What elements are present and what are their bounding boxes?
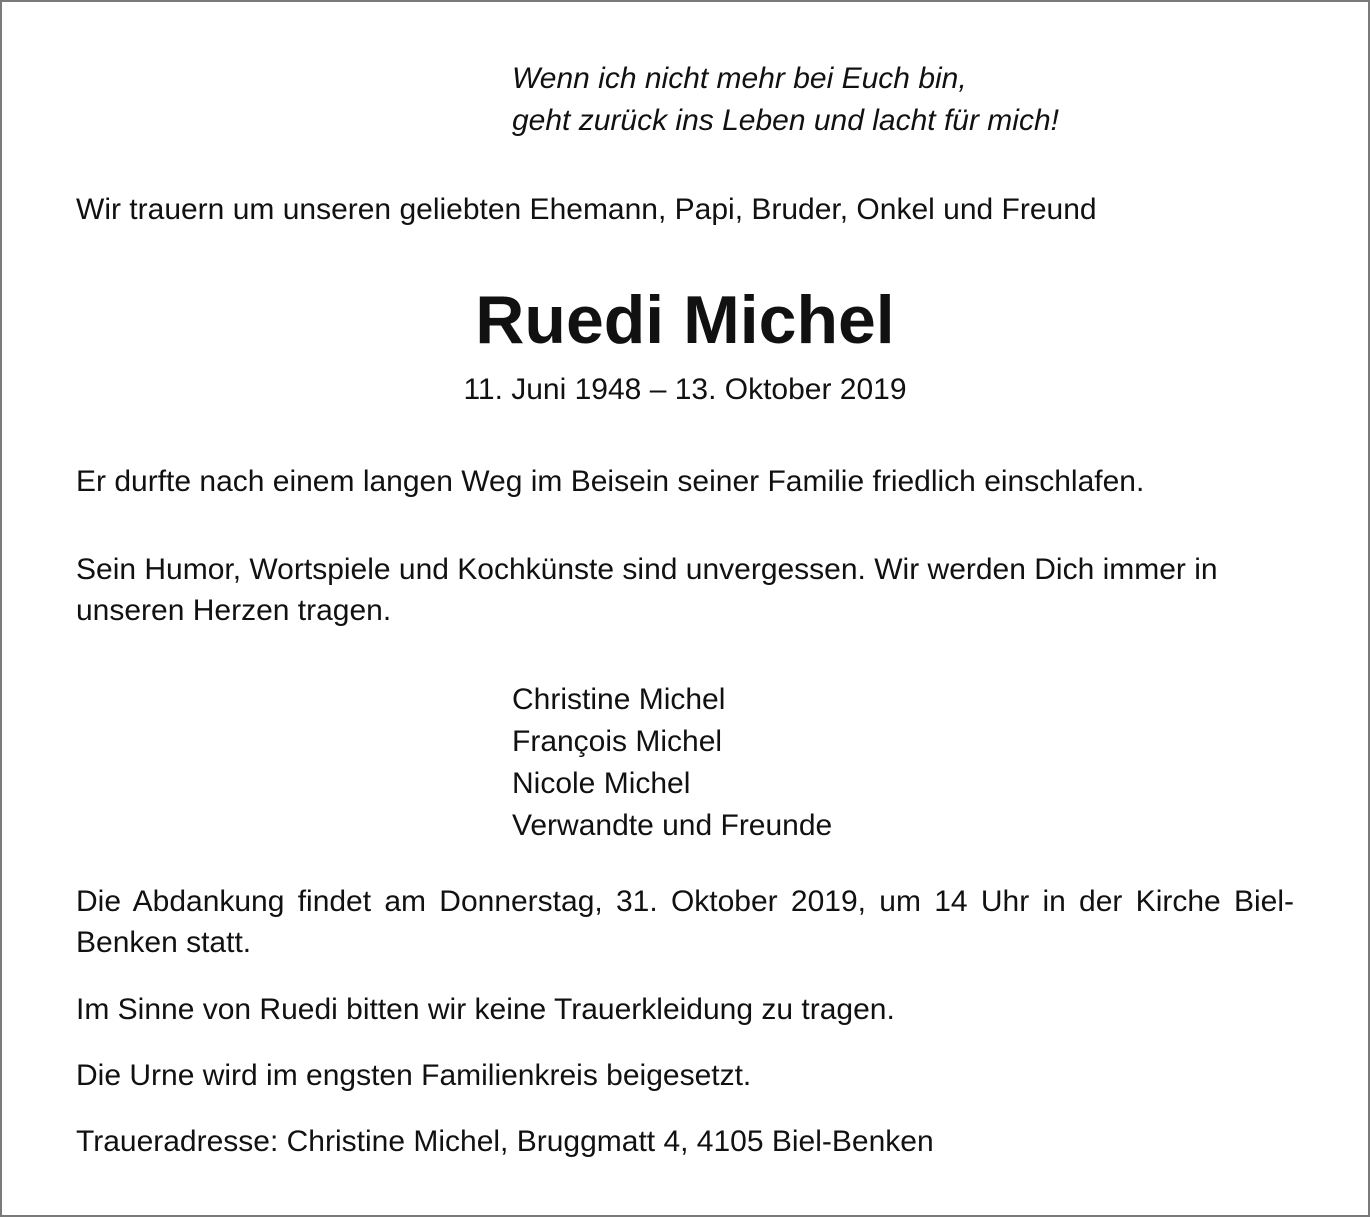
- mourner-name: Christine Michel: [512, 683, 726, 716]
- memory-paragraph: Sein Humor, Wortspiele und Kochkünste sind unvergessen. Wir werden Dich immer in unseren Herzen tragen.: [76, 553, 1218, 627]
- intro-text: Wir trauern um unseren geliebten Ehemann, Papi, Bruder, Onkel und Freund: [76, 193, 1097, 226]
- urn-notice: Die Urne wird im engsten Familienkreis beigesetzt.: [76, 1059, 752, 1092]
- deceased-name: Ruedi Michel: [475, 282, 895, 358]
- mourner-name: François Michel: [512, 725, 723, 758]
- service-notice: Die Abdankung findet am Donnerstag, 31. Oktober 2019, um 14 Uhr in der Kirche Biel-Benken statt.: [76, 885, 1294, 959]
- motto-line-1: Wenn ich nicht mehr bei Euch bin,: [512, 62, 967, 95]
- passing-paragraph: Er durfte nach einem langen Weg im Beisein seiner Familie friedlich einschlafen.: [76, 465, 1145, 498]
- motto-quote: [512, 58, 1059, 142]
- motto-line-2: geht zurück ins Leben und lacht für mich!: [512, 104, 1059, 137]
- mourning-address: Traueradresse: Christine Michel, Bruggmatt 4, 4105 Biel-Benken: [76, 1125, 934, 1158]
- clothing-notice: Im Sinne von Ruedi bitten wir keine Trauerkleidung zu tragen.: [76, 993, 895, 1026]
- mourner-name: Nicole Michel: [512, 767, 691, 800]
- mourner-name: Verwandte und Freunde: [512, 809, 833, 842]
- life-dates: 11. Juni 1948 – 13. Oktober 2019: [463, 373, 907, 406]
- mourners-list: [512, 679, 832, 847]
